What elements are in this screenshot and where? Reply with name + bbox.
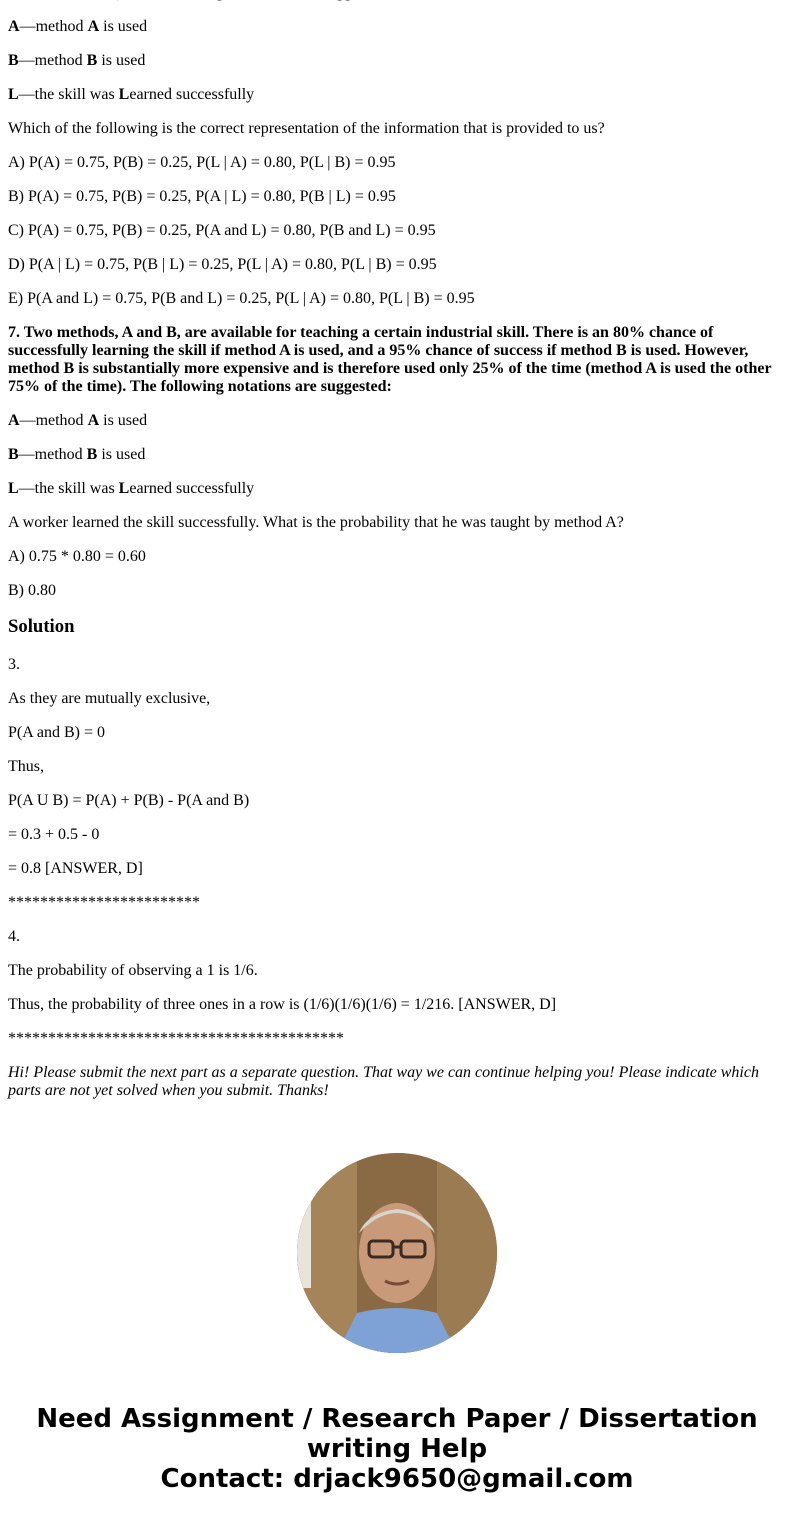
notation-letter: L xyxy=(118,86,130,103)
solution-line: As they are mutually exclusive, xyxy=(8,690,211,707)
notation-text: earned successfully xyxy=(129,480,255,497)
notation-text: —method xyxy=(19,412,88,429)
q6-option: B) P(A) = 0.75, P(B) = 0.25, P(A | L) = 0.80, P(B | L) = 0.95 xyxy=(8,188,396,205)
q6-question: Which of the following is the correct representation of the information that is provided to us? xyxy=(8,120,605,137)
notation-text: —method xyxy=(19,18,88,35)
separator: ****************************************** xyxy=(8,1030,344,1047)
notation-letter: L xyxy=(118,480,130,497)
q7-notation-b xyxy=(8,446,786,464)
q6-notation-b xyxy=(8,52,786,70)
q6-option: E) P(A and L) = 0.75, P(B and L) = 0.25, P(L | A) = 0.80, P(L | B) = 0.95 xyxy=(8,290,475,307)
notation-text: is used xyxy=(97,52,146,69)
notation-text: —method xyxy=(18,446,87,463)
promo-line: writing Help xyxy=(306,1434,488,1464)
separator: ************************ xyxy=(8,894,200,911)
contact-line: Contact: drjack9650@gmail.com xyxy=(160,1464,634,1494)
q6-intro-tail xyxy=(8,0,786,2)
q6-notation-a xyxy=(8,18,786,36)
solution-line: = 0.8 [ANSWER, D] xyxy=(8,860,143,877)
promo-banner xyxy=(0,1404,794,1494)
notation-letter: A xyxy=(87,412,100,429)
notation-text: —method xyxy=(18,52,87,69)
notation-letter: A xyxy=(8,412,20,429)
notation-letter: B xyxy=(8,52,19,69)
solution-title: Solution xyxy=(8,616,75,637)
solution-line: 4. xyxy=(8,928,20,945)
notation-text: is used xyxy=(97,446,146,463)
q6-notation-l xyxy=(8,86,786,104)
solution-line: Thus, xyxy=(8,758,44,775)
notation-text: is used xyxy=(99,412,148,429)
q6-option: D) P(A | L) = 0.75, P(B | L) = 0.25, P(L | A) = 0.80, P(L | B) = 0.95 xyxy=(8,256,437,273)
promo-line: Need Assignment / Research Paper / Dissertation xyxy=(36,1404,758,1434)
notation-text: is used xyxy=(99,18,148,35)
document-body xyxy=(8,0,786,1116)
q6-option: C) P(A) = 0.75, P(B) = 0.25, P(A and L) = 0.80, P(B and L) = 0.95 xyxy=(8,222,436,239)
q7-question: A worker learned the skill successfully. What is the probability that he was taught by method A? xyxy=(8,514,624,531)
notation-letter: B xyxy=(8,446,19,463)
notation-letter: L xyxy=(8,86,19,103)
notation-letter: B xyxy=(86,52,98,69)
q6-option: A) P(A) = 0.75, P(B) = 0.25, P(L | A) = 0.80, P(L | B) = 0.95 xyxy=(8,154,396,171)
author-portrait-icon xyxy=(297,1153,497,1353)
solution-line: The probability of observing a 1 is 1/6. xyxy=(8,962,258,979)
solution-line: 3. xyxy=(8,656,20,673)
solution-line: P(A U B) = P(A) + P(B) - P(A and B) xyxy=(8,792,250,809)
q7-option: B) 0.80 xyxy=(8,582,56,599)
notation-letter: B xyxy=(86,446,98,463)
notation-letter: A xyxy=(8,18,20,35)
q7-notation-l xyxy=(8,480,786,498)
notation-letter: A xyxy=(87,18,100,35)
notation-text: —the skill was xyxy=(18,86,119,103)
solution-line: = 0.3 + 0.5 - 0 xyxy=(8,826,100,843)
notation-text: —the skill was xyxy=(18,480,119,497)
notation-letter: L xyxy=(8,480,19,497)
submit-notice: Hi! Please submit the next part as a separate question. That way we can continue helping you! Please indicate which parts are not yet solved when you submit. Thanks! xyxy=(8,1064,759,1099)
notation-text: earned successfully xyxy=(129,86,255,103)
q7-option: A) 0.75 * 0.80 = 0.60 xyxy=(8,548,146,565)
solution-line: Thus, the probability of three ones in a row is (1/6)(1/6)(1/6) = 1/216. [ANSWER, D] xyxy=(8,996,557,1013)
q7-notation-a xyxy=(8,412,786,430)
q7-heading: 7. Two methods, A and B, are available for teaching a certain industrial skill. There is an 80% chance of successfully learning the skill if method A is used, and a 95% chance of success if method B is used. However, method B is substantially more expensive and is therefore used only 25% of the time (method A is used the other 75% of the time). The following notations are suggested: xyxy=(8,324,772,395)
author-avatar xyxy=(297,1153,497,1353)
solution-line: P(A and B) = 0 xyxy=(8,724,106,741)
